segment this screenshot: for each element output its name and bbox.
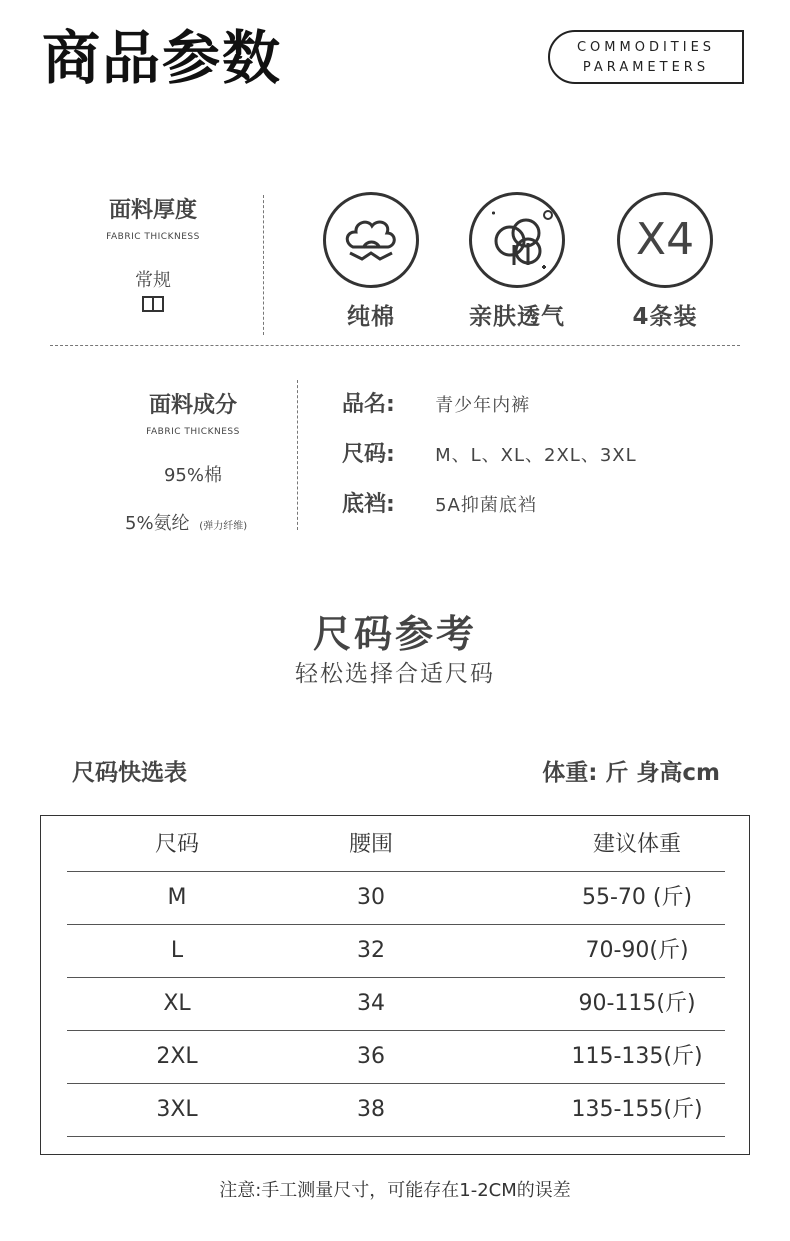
- cell-size: XL: [163, 991, 191, 1016]
- size-section-subtitle: 轻松选择合适尺码: [295, 661, 495, 687]
- cell-waist: 38: [357, 1097, 385, 1122]
- spec-row: [342, 480, 762, 530]
- feature-breathable-label: 亲肤透气: [469, 304, 565, 330]
- spec-key: 底裆:: [342, 492, 395, 517]
- divider-vertical-2: [297, 380, 298, 530]
- thickness-subtitle: FABRIC THICKNESS: [106, 232, 200, 242]
- count-icon: [617, 192, 713, 288]
- spec-list: [342, 380, 762, 530]
- cell-waist: 34: [357, 991, 385, 1016]
- spec-row: [342, 430, 762, 480]
- table-row: [67, 925, 725, 978]
- composition-line-2-note: (弹力纤维): [199, 521, 248, 532]
- table-row: [67, 1031, 725, 1084]
- cell-size: M: [167, 885, 187, 910]
- composition-line-1: 95%棉: [163, 465, 222, 486]
- feature-count-label: 4条装: [632, 304, 698, 330]
- cell-waist: 36: [357, 1044, 385, 1069]
- divider-horizontal: [50, 345, 740, 346]
- measurement-note: 注意:手工测量尺寸，可能存在1-2CM的误差: [219, 1180, 571, 1201]
- cotton-icon: [323, 192, 419, 288]
- table-row: [67, 1084, 725, 1137]
- header-weight: 建议体重: [592, 832, 681, 857]
- divider-vertical-1: [263, 195, 264, 335]
- size-table-unit-label: 体重: 斤 身高cm: [542, 760, 720, 786]
- spec-value: 5A抑菌底裆: [435, 495, 537, 516]
- thickness-title: 面料厚度: [108, 198, 197, 223]
- cell-weight: 70-90(斤): [585, 938, 689, 963]
- size-section-title: 尺码参考: [312, 612, 477, 656]
- table-row: [67, 872, 725, 925]
- badge-line-2: PARAMETERS: [582, 60, 710, 75]
- cell-weight: 55-70 (斤): [581, 885, 693, 910]
- size-table: [40, 815, 750, 1155]
- spec-row: [342, 380, 762, 430]
- feature-cotton-label: 纯棉: [347, 304, 395, 330]
- count-badge: X4: [635, 214, 695, 265]
- cell-size: L: [170, 938, 184, 963]
- feature-count: [610, 192, 720, 331]
- cell-size: 2XL: [156, 1044, 198, 1069]
- header-size: 尺码: [154, 832, 199, 857]
- feature-breathable: [462, 192, 572, 331]
- spec-value: 青少年内裤: [435, 395, 531, 416]
- table-row: [67, 978, 725, 1031]
- table-header-row: [67, 819, 725, 872]
- thickness-value: 常规: [135, 270, 171, 291]
- composition-line-2: 5%氨纶: [125, 513, 190, 534]
- cell-weight: 90-115(斤): [578, 991, 696, 1016]
- cell-size: 3XL: [156, 1097, 198, 1122]
- composition-title: 面料成分: [148, 393, 237, 418]
- english-title-badge: [548, 30, 744, 84]
- size-table-label: 尺码快选表: [72, 760, 187, 786]
- cell-waist: 30: [357, 885, 385, 910]
- book-icon: [141, 294, 165, 314]
- badge-line-1: COMMODITIES: [576, 40, 716, 55]
- header-waist: 腰围: [348, 832, 393, 857]
- composition-subtitle: FABRIC THICKNESS: [146, 427, 240, 437]
- spec-key: 品名:: [342, 392, 395, 417]
- cell-weight: 115-135(斤): [571, 1044, 703, 1069]
- composition-line-2-wrap: [125, 509, 295, 535]
- cell-weight: 135-155(斤): [571, 1097, 703, 1122]
- spec-value: M、L、XL、2XL、3XL: [435, 445, 637, 466]
- cell-waist: 32: [357, 938, 385, 963]
- feature-cotton: [316, 192, 426, 331]
- spec-key: 尺码:: [342, 442, 395, 467]
- page-title: 商品参数: [42, 24, 283, 92]
- breathable-tree-icon: [469, 192, 565, 288]
